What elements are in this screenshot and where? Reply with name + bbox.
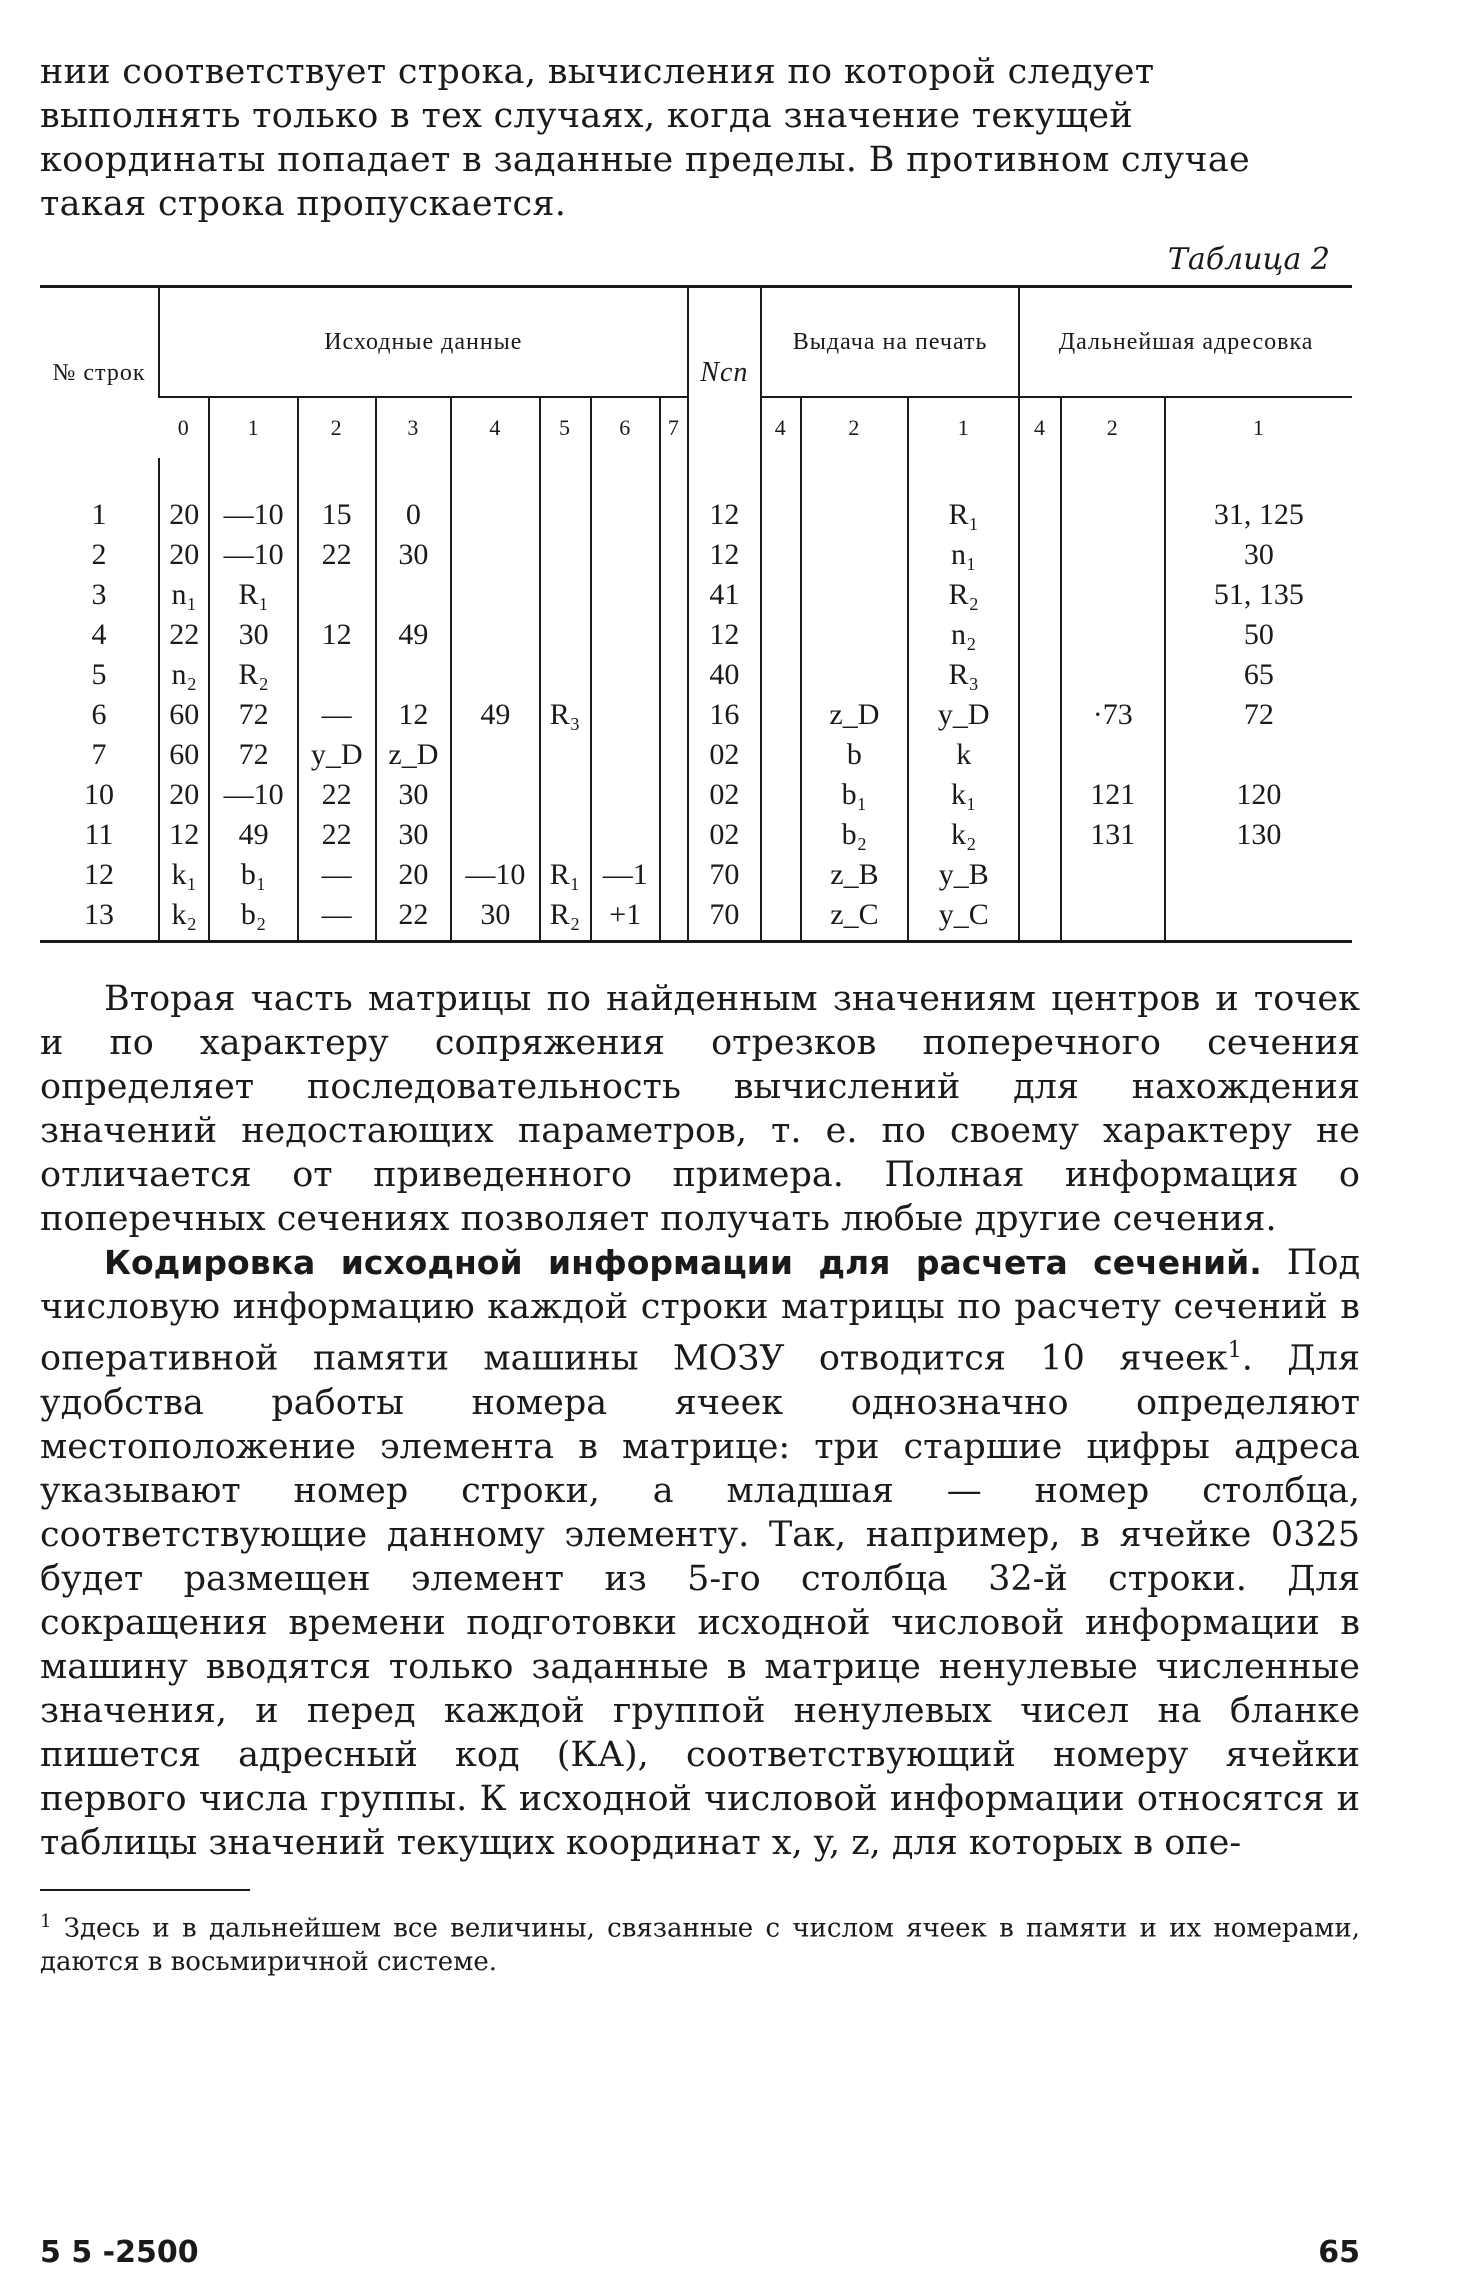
table-cell — [1019, 615, 1061, 655]
footnote-number: 1 — [40, 1910, 52, 1932]
footnote-mark: 1 — [1227, 1338, 1242, 1363]
table-cell: R₃ — [908, 655, 1019, 695]
table-cell — [1165, 855, 1352, 895]
table-cell — [801, 655, 909, 695]
section-heading: Кодировка исходной информации для расчета сечений. — [104, 1243, 1262, 1282]
column-index: 6 — [591, 397, 660, 458]
row-number-cell: 7 — [91, 738, 107, 771]
table-cell: 16 — [688, 695, 761, 735]
table-cell: 30 — [376, 815, 452, 855]
table-cell — [660, 775, 688, 815]
header-row-number: № строк — [52, 360, 146, 386]
table-cell: 49 — [209, 815, 297, 855]
row-number-cell: 10 — [84, 778, 114, 811]
table-cell — [1061, 458, 1165, 535]
table-cell — [761, 575, 801, 615]
table-row — [40, 535, 1352, 575]
table-cell — [298, 655, 376, 695]
row-number-cell: 13 — [84, 898, 114, 931]
table-cell: —10 — [209, 458, 297, 535]
table-cell — [1165, 895, 1352, 942]
table-cell — [591, 815, 660, 855]
column-index: 1 — [908, 397, 1019, 458]
table-cell — [761, 735, 801, 775]
table-cell: 40 — [688, 655, 761, 695]
paragraph-2-text-b: . Для удобства работы номера ячеек однозначно определяют местоположение элемента в матрице: три старшие цифры адреса указывают номер строки, а младшая — номер столбца, соответствующие данному элементу. Так, например, в ячейке 0325 будет размещен элемент из 5-го столбца 32-й строки. Для сокращения времени подготовки исходной числовой информации в машину вводятся только заданные в матрице ненулевые численные значения, и перед каждой группой ненулевых чисел на бланке пишется адресный код (КА), соответствующий номеру ячейки первого числа группы. К исходной числовой информации относятся и таблицы значений текущих координат x, y, z, для которых в опе- — [40, 1338, 1360, 1863]
table-row — [40, 735, 1352, 775]
column-index: 1 — [209, 397, 297, 458]
column-index: 1 — [1165, 397, 1352, 458]
table-cell: 120 — [1165, 775, 1352, 815]
table-cell — [1019, 895, 1061, 942]
table-cell: 12 — [688, 458, 761, 535]
table-cell — [540, 735, 591, 775]
header-addressing: Дальнейшая адресовка — [1019, 287, 1352, 398]
table-cell — [540, 535, 591, 575]
table-cell — [801, 458, 909, 535]
table-caption: Таблица 2 — [1167, 242, 1330, 277]
table-cell — [1061, 615, 1165, 655]
table-cell: y_D — [298, 735, 376, 775]
table-cell: — — [298, 695, 376, 735]
table-cell: z_D — [376, 735, 452, 775]
table-cell — [761, 815, 801, 855]
table-row — [40, 655, 1352, 695]
table-cell: y_B — [908, 855, 1019, 895]
paragraph-2 — [40, 1241, 1360, 1865]
table-cell — [591, 575, 660, 615]
table-cell — [451, 775, 539, 815]
table-cell: 02 — [688, 775, 761, 815]
table-cell — [1019, 575, 1061, 615]
table-cell — [660, 735, 688, 775]
row-number-cell: 4 — [91, 618, 107, 651]
table-cell: n₂ — [908, 615, 1019, 655]
column-index: 5 — [540, 397, 591, 458]
table-cell — [801, 615, 909, 655]
table-cell: b₂ — [801, 815, 909, 855]
table-row — [40, 695, 1352, 735]
table-cell — [298, 575, 376, 615]
table-cell — [1061, 735, 1165, 775]
row-number-cell: 2 — [91, 538, 107, 571]
table-cell: R₂ — [209, 655, 297, 695]
table-cell: y_D — [908, 695, 1019, 735]
table-cell: 72 — [209, 735, 297, 775]
table-cell — [376, 655, 452, 695]
table-cell: —1 — [591, 855, 660, 895]
table-cell: R₁ — [540, 855, 591, 895]
table-body — [40, 458, 1352, 942]
table-cell — [1061, 895, 1165, 942]
footnote-text: Здесь и в дальнейшем все величины, связанные с числом ячеек в памяти и их номерами, даются в восьмиричной системе. — [40, 1913, 1361, 1978]
table-cell: —10 — [209, 535, 297, 575]
table-cell — [591, 615, 660, 655]
footnote — [40, 1905, 1360, 1980]
table-cell — [1061, 655, 1165, 695]
table-cell: 72 — [209, 695, 297, 735]
table-cell — [591, 655, 660, 695]
table-cell: n₁ — [159, 575, 209, 615]
table-cell: 60 — [159, 695, 209, 735]
table-cell — [761, 655, 801, 695]
table-cell — [540, 775, 591, 815]
column-index: 4 — [761, 397, 801, 458]
table-cell — [591, 695, 660, 735]
header-print: Выдача на печать — [761, 287, 1019, 398]
table-cell: 12 — [688, 535, 761, 575]
table-cell: 70 — [688, 895, 761, 942]
header-ncp: Nсп — [688, 287, 761, 459]
table-cell — [660, 535, 688, 575]
table-row — [40, 575, 1352, 615]
table-cell: k₂ — [159, 895, 209, 942]
column-index: 2 — [1061, 397, 1165, 458]
table-cell: 22 — [298, 535, 376, 575]
table-cell — [376, 575, 452, 615]
table-cell — [1019, 655, 1061, 695]
table-cell — [540, 575, 591, 615]
table-cell: 131 — [1061, 815, 1165, 855]
table-row — [40, 815, 1352, 855]
table-cell: —10 — [451, 855, 539, 895]
table-cell: z_C — [801, 895, 909, 942]
table-row — [40, 458, 1352, 535]
table-cell — [660, 815, 688, 855]
page-number: 65 — [1318, 2235, 1360, 2270]
table-cell: — — [298, 855, 376, 895]
table-cell — [1019, 855, 1061, 895]
table-cell — [660, 855, 688, 895]
table-cell — [660, 575, 688, 615]
table-cell — [451, 575, 539, 615]
table-cell: 60 — [159, 735, 209, 775]
table-cell: k — [908, 735, 1019, 775]
table-cell: n₁ — [908, 535, 1019, 575]
table-cell: 20 — [159, 775, 209, 815]
table-cell — [1019, 695, 1061, 735]
table-cell: 51, 135 — [1165, 575, 1352, 615]
table-cell — [540, 655, 591, 695]
print-signature: 5 5 -2500 — [40, 2235, 199, 2270]
table-cell: 49 — [451, 695, 539, 735]
table-cell: 121 — [1061, 775, 1165, 815]
table-cell: b₁ — [801, 775, 909, 815]
table-cell — [591, 458, 660, 535]
table-cell: 65 — [1165, 655, 1352, 695]
table-cell: —10 — [209, 775, 297, 815]
table-cell: 22 — [159, 615, 209, 655]
table-cell: b₂ — [209, 895, 297, 942]
table-cell: ·73 — [1061, 695, 1165, 735]
table-cell — [1165, 735, 1352, 775]
table-cell — [761, 535, 801, 575]
intro-paragraph: нии соответствует строка, вычисления по которой следует выполнять только в тех случаях, когда значение текущей координаты попадает в заданные пределы. В противном случае такая строка пропускается. — [40, 52, 1250, 224]
row-number-cell: 3 — [91, 578, 107, 611]
table-cell: 12 — [376, 695, 452, 735]
table-cell — [660, 695, 688, 735]
table-cell — [761, 695, 801, 735]
paragraph-1: Вторая часть матрицы по найденным значениям центров и точек и по характеру сопряжения отрезков поперечного сечения определяет последовательность вычислений для нахождения значений недостающих параметров, т. е. по своему характеру не отличается от приведенного примера. Полная информация о поперечных сечениях позволяет получать любые другие сечения. — [40, 979, 1360, 1239]
table-cell: R₁ — [209, 575, 297, 615]
table-cell: 12 — [298, 615, 376, 655]
table-cell: 70 — [688, 855, 761, 895]
table-cell: 0 — [376, 458, 452, 535]
table-cell: 20 — [376, 855, 452, 895]
table-cell: 31, 125 — [1165, 458, 1352, 535]
table-cell: 30 — [376, 775, 452, 815]
table-cell: 12 — [159, 815, 209, 855]
column-index: 3 — [376, 397, 452, 458]
table-row — [40, 615, 1352, 655]
table-cell: 30 — [451, 895, 539, 942]
table-cell — [591, 535, 660, 575]
column-index: 4 — [451, 397, 539, 458]
table-cell: b₁ — [209, 855, 297, 895]
column-index: 7 — [660, 397, 688, 458]
table-cell — [660, 615, 688, 655]
table-cell: 22 — [298, 815, 376, 855]
table-cell: R₁ — [908, 458, 1019, 535]
table-cell — [451, 535, 539, 575]
table-cell — [451, 615, 539, 655]
table-cell — [540, 815, 591, 855]
table-cell: 50 — [1165, 615, 1352, 655]
table-cell — [451, 655, 539, 695]
column-index: 0 — [159, 397, 209, 458]
table-cell: 20 — [159, 458, 209, 535]
table-cell — [540, 615, 591, 655]
table-cell — [1019, 775, 1061, 815]
column-index: 4 — [1019, 397, 1061, 458]
footnote-divider — [40, 1889, 250, 1891]
table-row — [40, 855, 1352, 895]
table-cell — [451, 735, 539, 775]
table-cell: 30 — [1165, 535, 1352, 575]
table-cell — [591, 735, 660, 775]
table-cell: — — [298, 895, 376, 942]
table-cell: z_B — [801, 855, 909, 895]
table-cell: 22 — [298, 775, 376, 815]
row-number-cell: 1 — [91, 498, 107, 531]
row-number-cell: 12 — [84, 858, 114, 891]
paragraph-2-text-a: Под числовую информацию каждой строки матрицы по расчету сечений в оперативной памяти машины МОЗУ отводится 10 ячеек — [40, 1243, 1360, 1379]
table-cell: 72 — [1165, 695, 1352, 735]
table-cell: 30 — [209, 615, 297, 655]
row-number-cell: 5 — [91, 658, 107, 691]
table-cell — [1019, 735, 1061, 775]
table-cell — [761, 775, 801, 815]
table-cell: k₂ — [908, 815, 1019, 855]
table-cell: 22 — [376, 895, 452, 942]
table-cell: n₂ — [159, 655, 209, 695]
table-cell: b — [801, 735, 909, 775]
table-cell — [761, 458, 801, 535]
table-cell — [540, 458, 591, 535]
table-cell: R₂ — [908, 575, 1019, 615]
table-cell: 49 — [376, 615, 452, 655]
column-index: 2 — [801, 397, 909, 458]
table-cell: 02 — [688, 815, 761, 855]
table-cell: 130 — [1165, 815, 1352, 855]
table-row — [40, 895, 1352, 942]
table-cell: 20 — [159, 535, 209, 575]
table-cell — [1019, 535, 1061, 575]
table-cell — [801, 575, 909, 615]
table-cell: R₂ — [540, 895, 591, 942]
table-cell — [591, 775, 660, 815]
table-cell — [761, 895, 801, 942]
table-cell — [451, 815, 539, 855]
table-cell: k₁ — [908, 775, 1019, 815]
table-cell: k₁ — [159, 855, 209, 895]
table-cell: 30 — [376, 535, 452, 575]
table-cell: y_C — [908, 895, 1019, 942]
table-cell — [660, 458, 688, 535]
table-cell — [801, 535, 909, 575]
table-cell — [660, 895, 688, 942]
table-cell — [1019, 815, 1061, 855]
column-index: 2 — [298, 397, 376, 458]
header-source-data: Исходные данные — [159, 287, 688, 398]
data-table — [40, 285, 1352, 943]
table-cell: z_D — [801, 695, 909, 735]
table-cell — [1061, 535, 1165, 575]
table-cell — [761, 615, 801, 655]
table-cell — [1061, 575, 1165, 615]
table-cell: R₃ — [540, 695, 591, 735]
table-cell: 12 — [688, 615, 761, 655]
table-cell: 41 — [688, 575, 761, 615]
table-cell: +1 — [591, 895, 660, 942]
table-cell: 02 — [688, 735, 761, 775]
table-cell — [1061, 855, 1165, 895]
table-cell — [1019, 458, 1061, 535]
table-cell — [761, 855, 801, 895]
row-number-cell: 6 — [91, 698, 107, 731]
page — [40, 50, 1361, 2270]
table-row — [40, 775, 1352, 815]
row-number-cell: 11 — [84, 818, 114, 851]
table-cell — [451, 458, 539, 535]
table-cell — [660, 655, 688, 695]
table-cell: 15 — [298, 458, 376, 535]
